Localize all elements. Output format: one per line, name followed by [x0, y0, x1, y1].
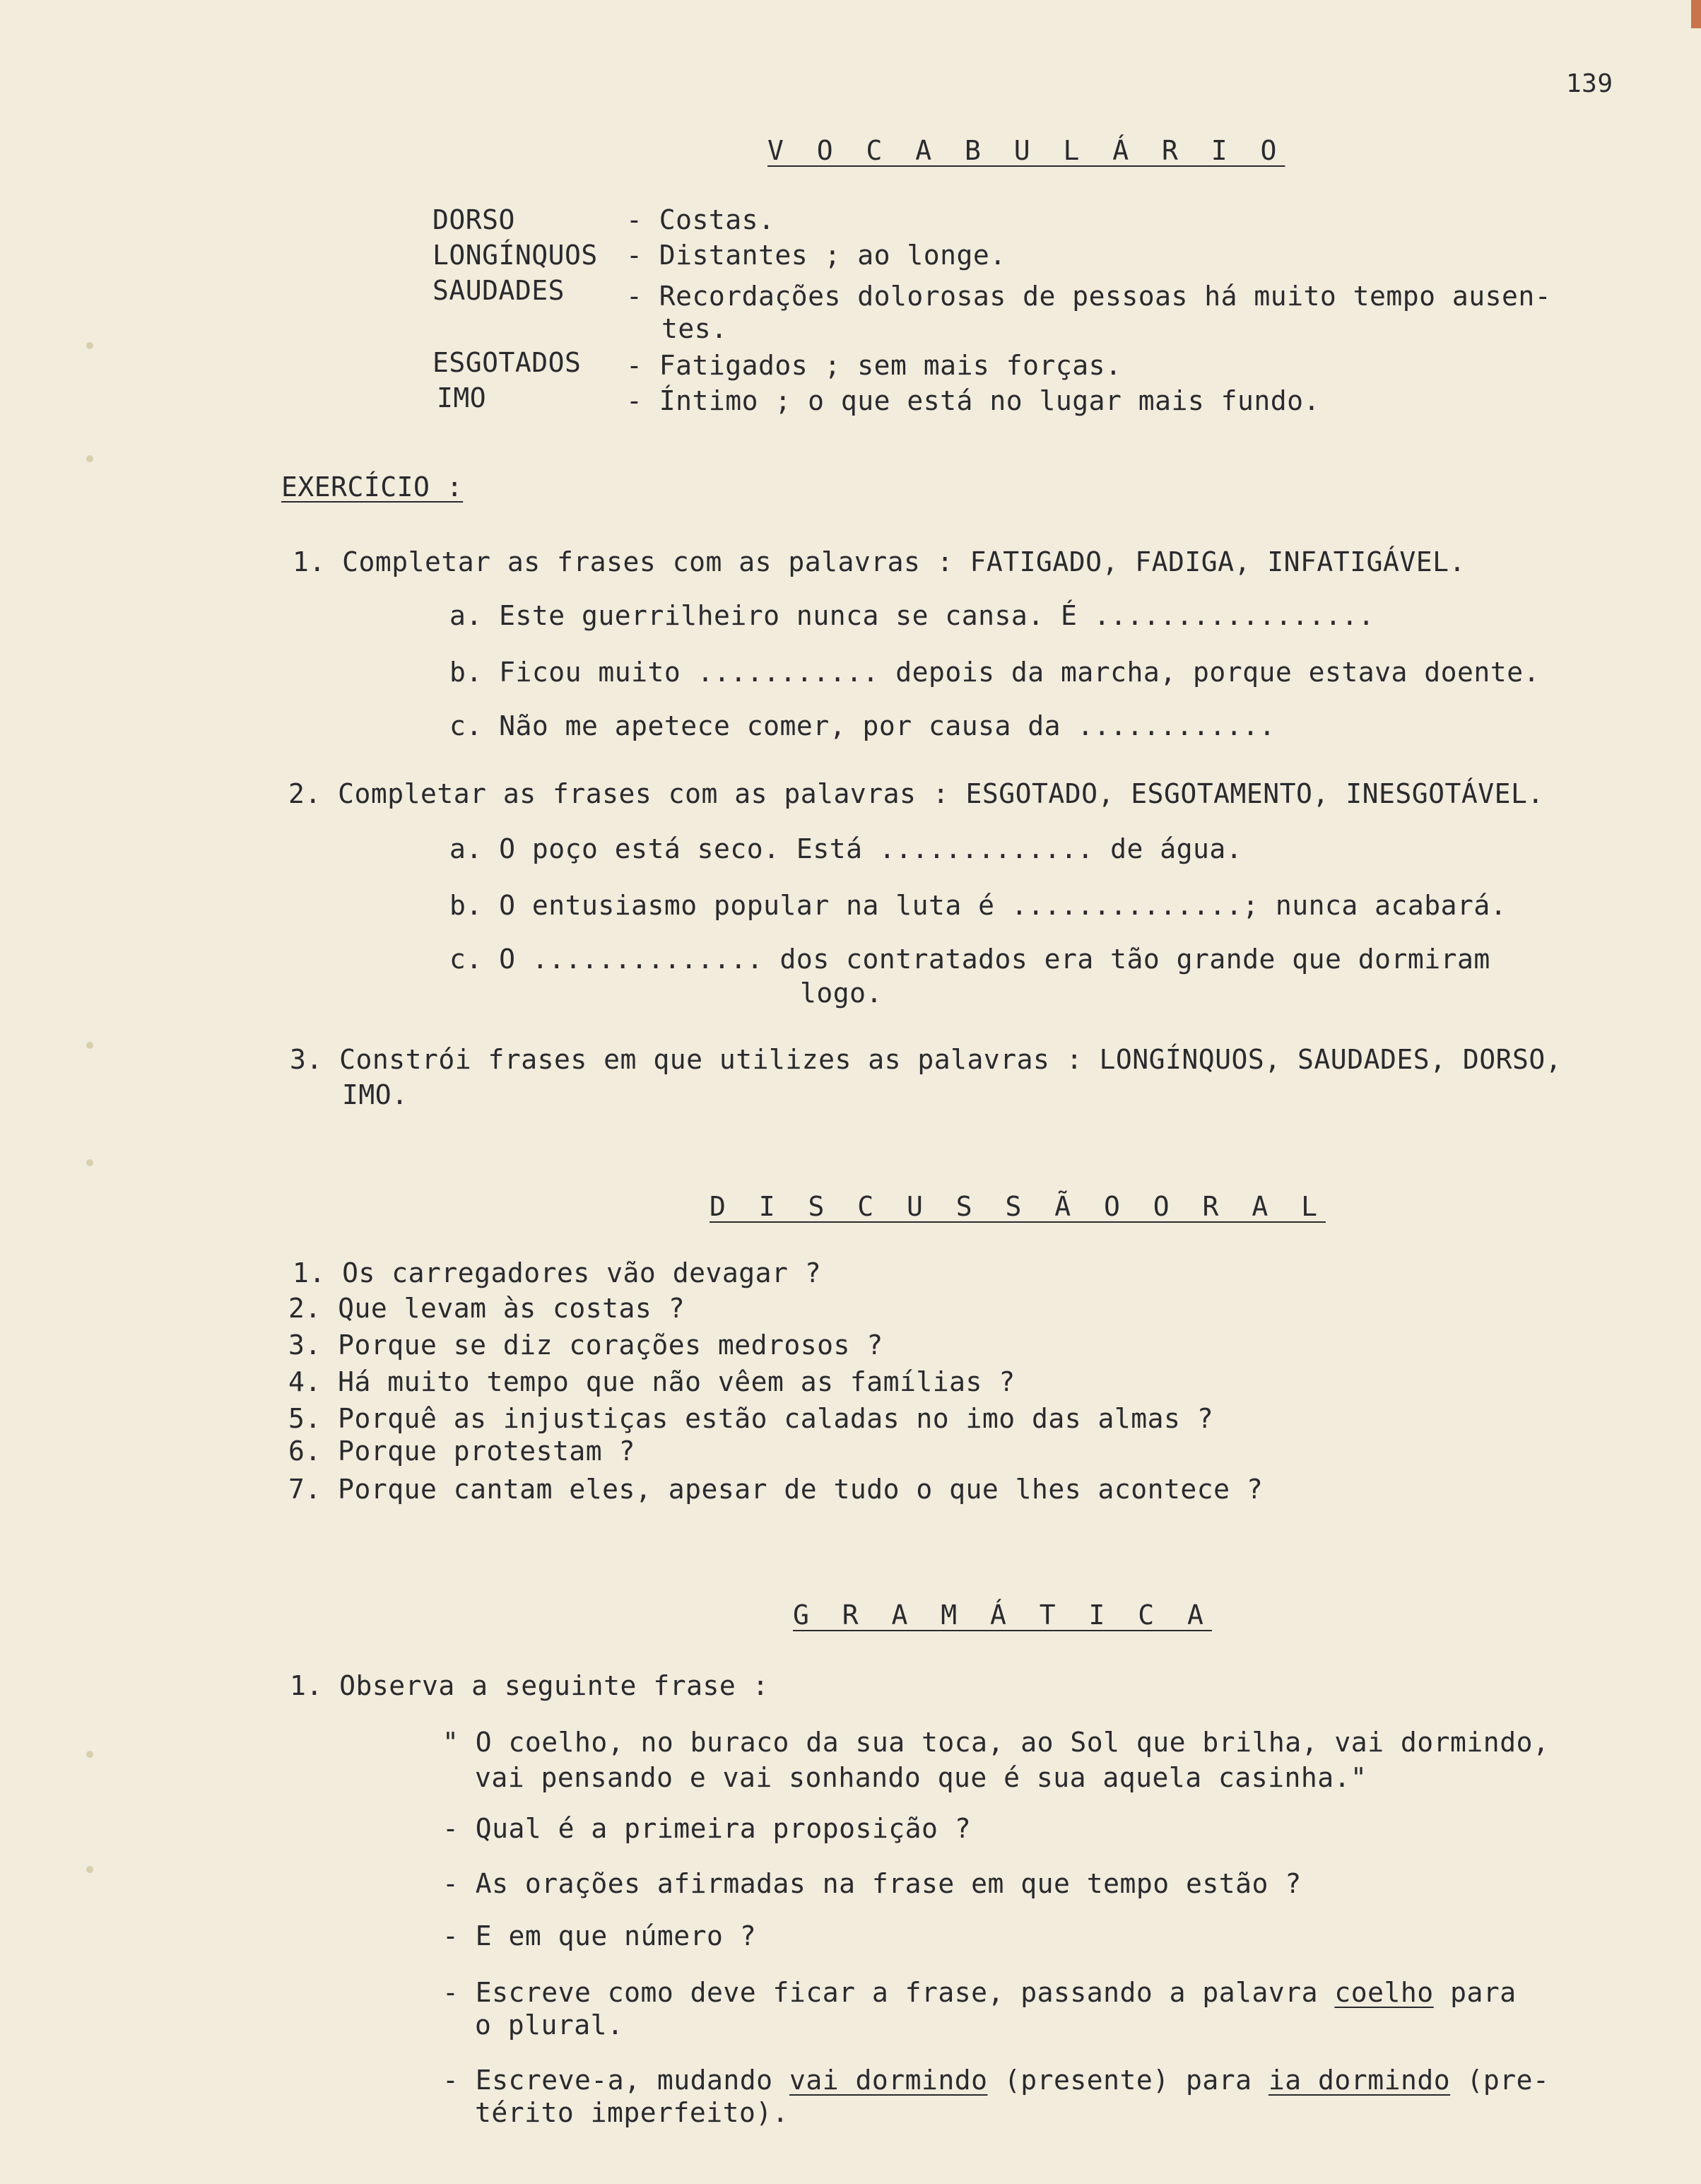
- grammar-question-continuation: térito imperfeito).: [475, 2097, 789, 2128]
- binder-hole: [86, 342, 93, 349]
- discussion-question: 6. Porque protestam ?: [288, 1436, 635, 1467]
- binder-hole: [86, 1866, 93, 1873]
- vocab-definition: - Distantes ; ao longe.: [626, 240, 1006, 271]
- vocab-definition: - Costas.: [626, 204, 775, 235]
- discussion-question: 2. Que levam às costas ?: [288, 1293, 685, 1324]
- exercise-subitem: b. O entusiasmo popular na luta é ..............; nunca acabará.: [449, 890, 1507, 921]
- discussion-question: 3. Porque se diz corações medrosos ?: [288, 1329, 883, 1361]
- binder-hole: [86, 1159, 93, 1166]
- grammar-question: - As orações afirmadas na frase em que tempo estão ?: [442, 1868, 1302, 1899]
- exercise-subitem: b. Ficou muito ........... depois da marcha, porque estava doente.: [449, 657, 1540, 688]
- exercise-item-continuation: IMO.: [342, 1079, 408, 1110]
- discussion-question: 7. Porque cantam eles, apesar de tudo o que lhes acontece ?: [288, 1474, 1264, 1505]
- exercise-item: 3. Constrói frases em que utilizes as palavras : LONGÍNQUOS, SAUDADES, DORSO,: [290, 1044, 1562, 1075]
- exercise-subitem: c. Não me apetece comer, por causa da ............: [449, 710, 1276, 741]
- vocab-term: SAUDADES: [432, 275, 565, 306]
- vocab-term: DORSO: [432, 204, 515, 235]
- exercicio-heading: EXERCÍCIO :: [281, 471, 464, 503]
- grammar-quote-line: vai pensando e vai sonhando que é sua aquela casinha.": [475, 1762, 1367, 1793]
- binder-hole: [86, 1042, 93, 1049]
- vocab-definition: - Íntimo ; o que está no lugar mais fundo.: [626, 385, 1320, 416]
- gramatica-heading: G R A M Á T I C A: [793, 1599, 1212, 1631]
- discussao-heading: D I S C U S S Ã O O R A L: [710, 1191, 1326, 1222]
- discussion-question: 5. Porquê as injustiças estão caladas no imo das almas ?: [288, 1403, 1214, 1434]
- underlined-word: coelho: [1334, 1977, 1434, 2008]
- grammar-item: 1. Observa a seguinte frase :: [290, 1670, 769, 1701]
- vocab-definition: - Recordações dolorosas de pessoas há muito tempo ausen-: [626, 281, 1552, 312]
- discussion-question: 4. Há muito tempo que não vêem as famílias ?: [288, 1366, 1016, 1397]
- discussion-question: 1. Os carregadores vão devagar ?: [293, 1257, 822, 1288]
- grammar-question: - Qual é a primeira proposição ?: [442, 1813, 972, 1844]
- underlined-phrase: ia dormindo: [1268, 2065, 1451, 2096]
- binder-hole: [86, 1751, 93, 1758]
- exercise-subitem: c. O .............. dos contratados era tão grande que dormiram: [449, 944, 1490, 975]
- vocabulario-heading: V O C A B U L Á R I O: [767, 135, 1285, 166]
- page-number: 139: [1566, 69, 1613, 98]
- exercise-subitem: a. O poço está seco. Está ............. de água.: [449, 833, 1243, 864]
- page-edge-mark: [1691, 0, 1701, 28]
- grammar-question: - E em que número ?: [442, 1920, 757, 1951]
- vocab-term: ESGOTADOS: [432, 347, 582, 378]
- vocab-term: IMO: [437, 382, 487, 413]
- grammar-quote-line: " O coelho, no buraco da sua toca, ao Sol que brilha, vai dormindo,: [442, 1727, 1550, 1758]
- vocab-definition-continuation: tes.: [661, 313, 728, 344]
- underlined-phrase: vai dormindo: [789, 2065, 988, 2096]
- exercise-subitem-continuation: logo.: [800, 977, 883, 1009]
- vocab-term: LONGÍNQUOS: [432, 240, 598, 271]
- grammar-question-continuation: o plural.: [475, 2009, 624, 2041]
- grammar-question: - Escreve como deve ficar a frase, passando a palavra coelho para: [442, 1977, 1517, 2008]
- exercise-subitem: a. Este guerrilheiro nunca se cansa. É .................: [449, 600, 1375, 631]
- grammar-question: - Escreve-a, mudando vai dormindo (presente) para ia dormindo (pre-: [442, 2065, 1550, 2096]
- exercise-item: 1. Completar as frases com as palavras : FATIGADO, FADIGA, INFATIGÁVEL.: [293, 546, 1466, 577]
- vocab-definition: - Fatigados ; sem mais forças.: [626, 350, 1122, 381]
- exercise-item: 2. Completar as frases com as palavras : ESGOTADO, ESGOTAMENTO, INESGOTÁVEL.: [288, 778, 1544, 809]
- binder-hole: [86, 455, 93, 462]
